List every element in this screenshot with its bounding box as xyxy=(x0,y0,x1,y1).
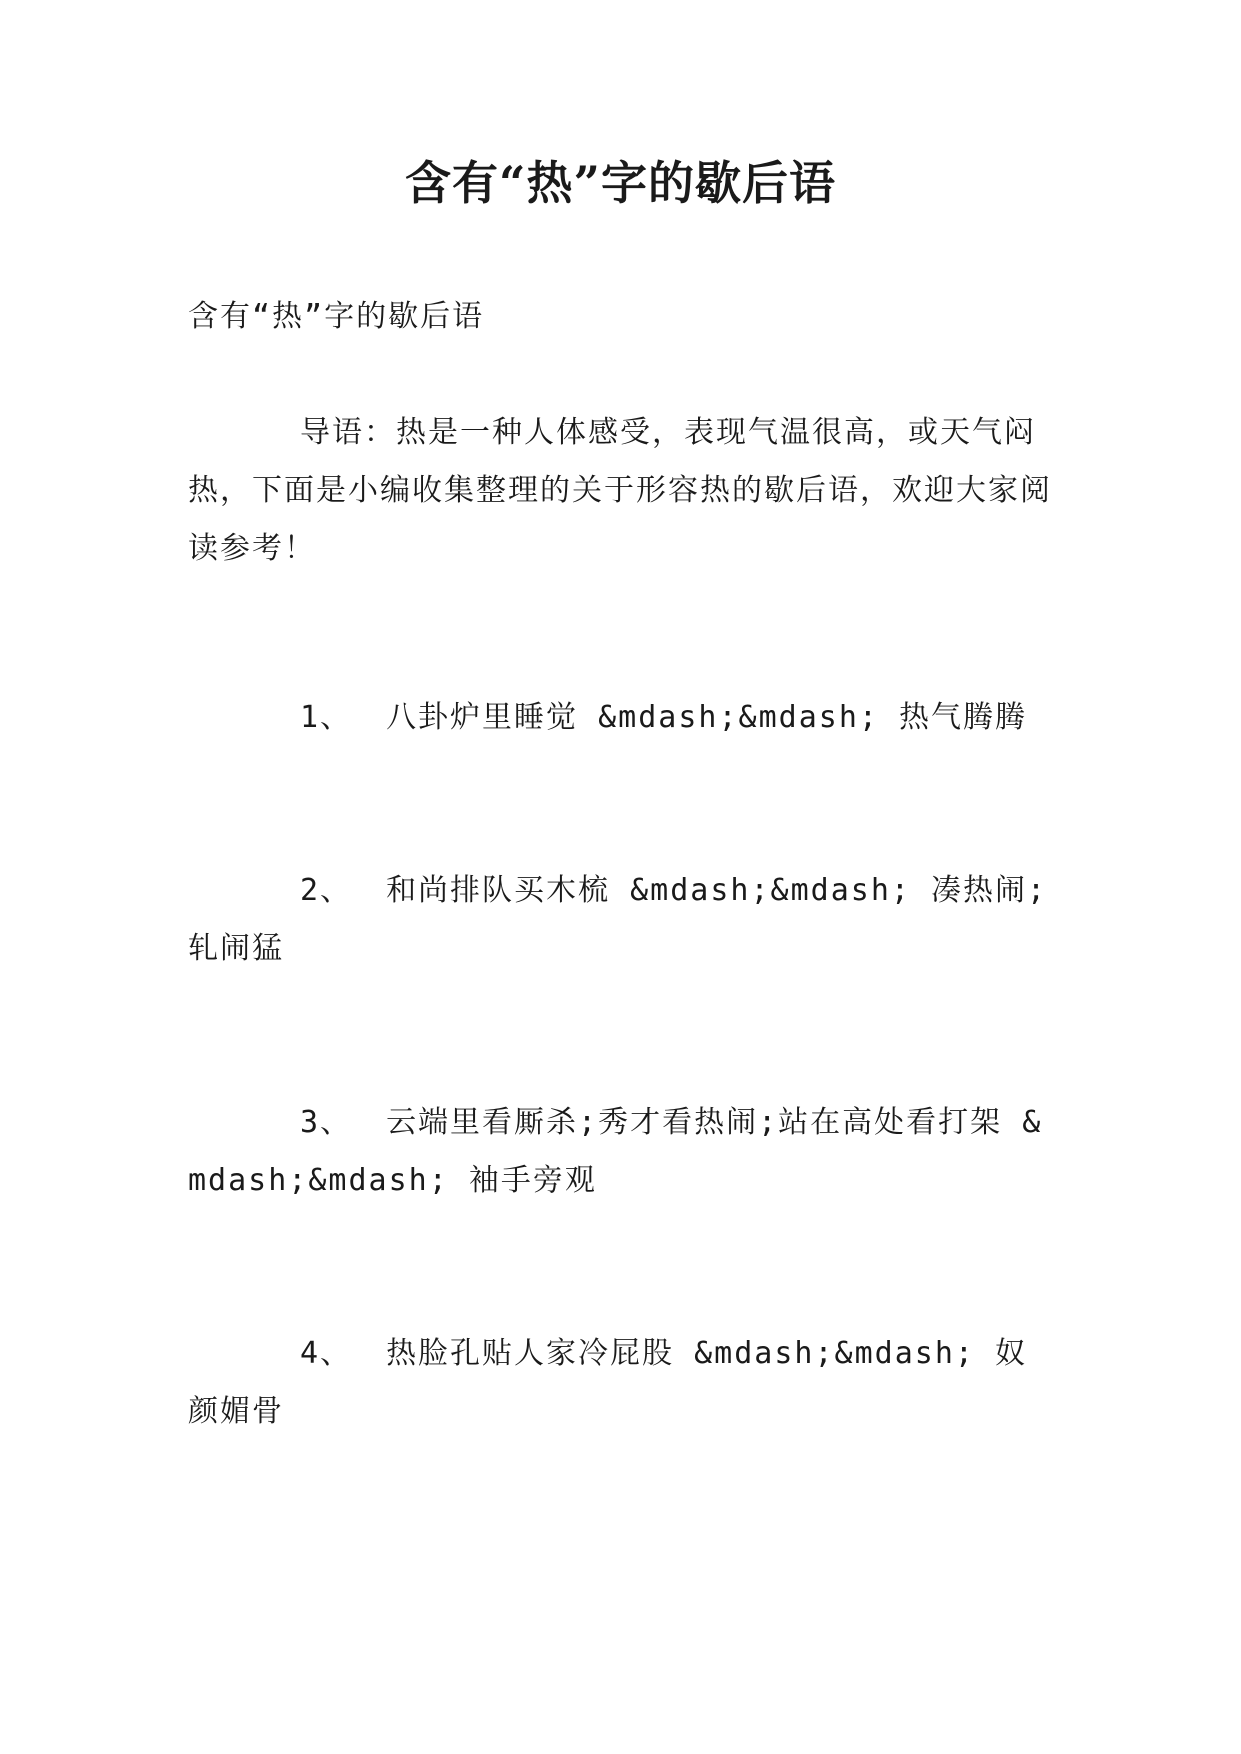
entry-text: 和尚排队买木梳 &mdash;&mdash; 凑热闹;轧闹猛 xyxy=(188,873,1048,966)
entry-text: 八卦炉里睡觉 &mdash;&mdash; 热气腾腾 xyxy=(386,700,1028,735)
saying-entry xyxy=(188,689,1056,747)
entry-number: 1、 xyxy=(300,700,353,735)
document-title: 含有“热”字的歇后语 xyxy=(405,156,836,210)
saying-entry xyxy=(188,862,1056,978)
entry-text: 热脸孔贴人家冷屁股 &mdash;&mdash; 奴颜媚骨 xyxy=(188,1336,1028,1429)
entry-text: 云端里看厮杀;秀才看热闹;站在高处看打架 &mdash;&mdash; 袖手旁观 xyxy=(188,1105,1043,1198)
entry-number: 4、 xyxy=(300,1336,353,1371)
intro-paragraph: 导语：热是一种人体感受，表现气温很高，或天气闷热，下面是小编收集整理的关于形容热的歇后语，欢迎大家阅读参考！ xyxy=(188,415,1052,566)
entry-number: 2、 xyxy=(300,873,353,908)
saying-entry xyxy=(188,1325,1056,1441)
saying-entry xyxy=(188,1094,1056,1210)
entry-number: 3、 xyxy=(300,1105,353,1140)
document-subtitle: 含有“热”字的歇后语 xyxy=(188,299,485,334)
